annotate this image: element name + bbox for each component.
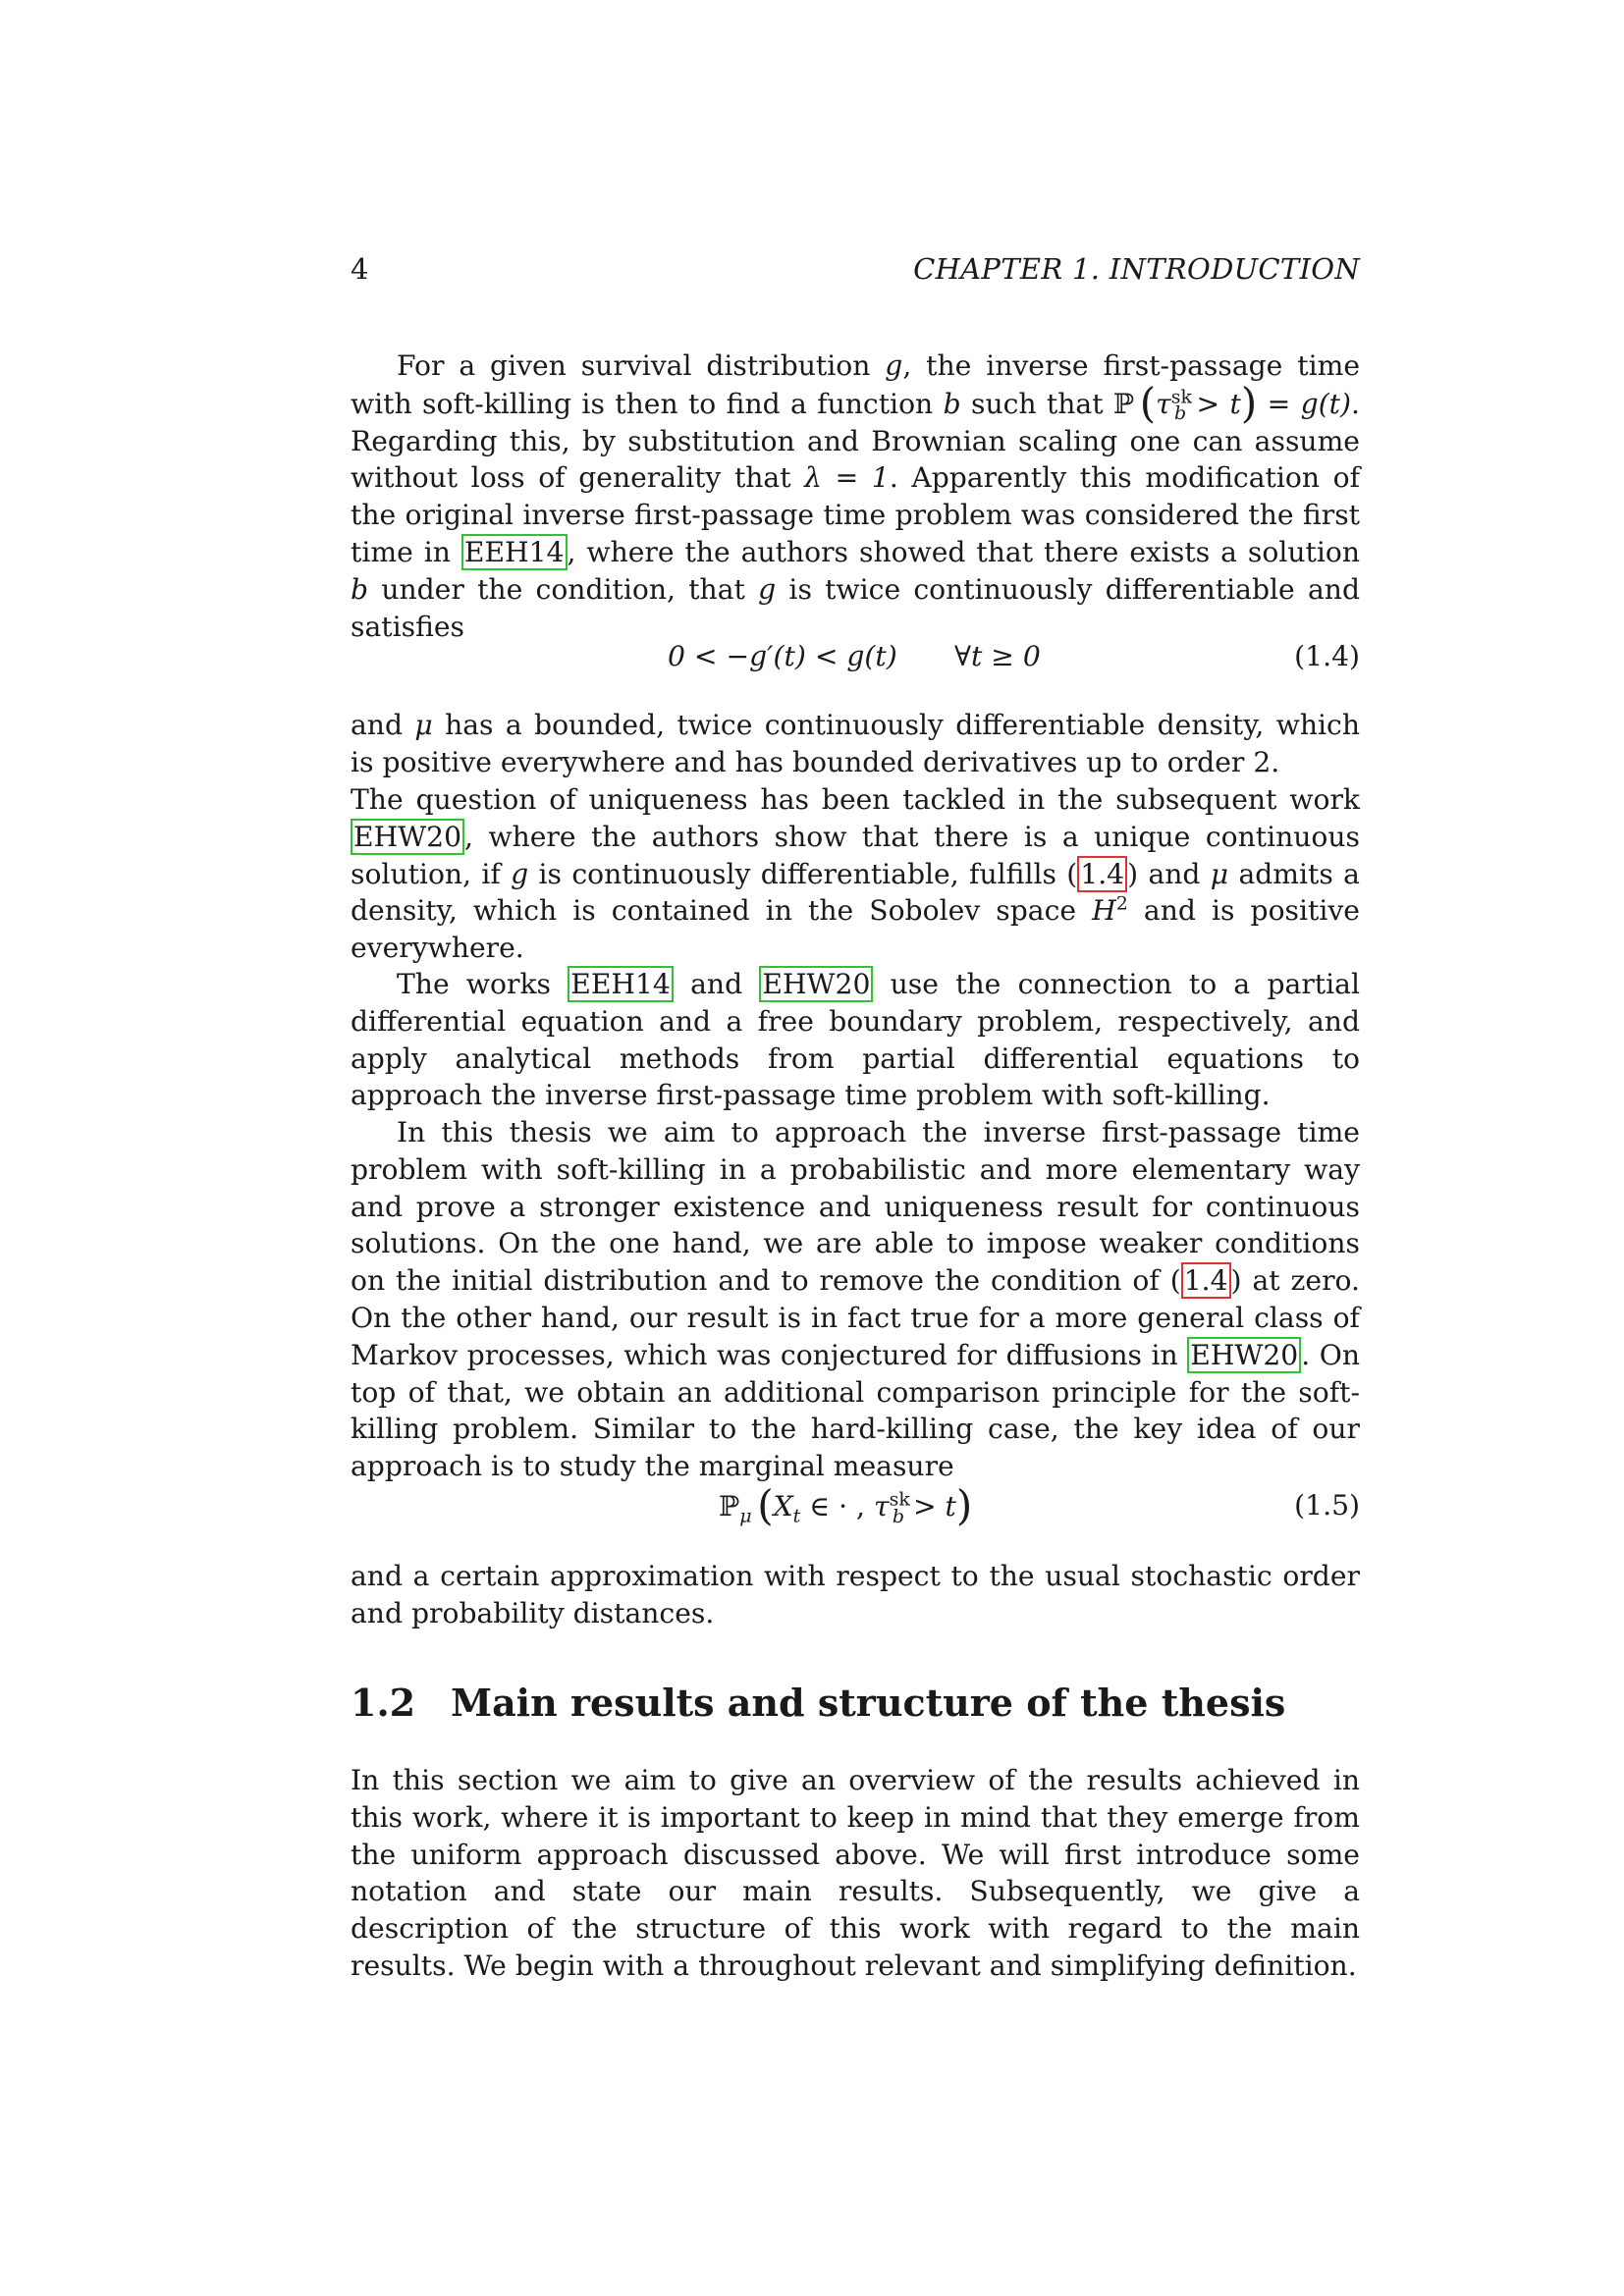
section-heading xyxy=(351,1677,1360,1730)
equation-quantifier: ∀t ≥ 0 xyxy=(954,640,1041,672)
paragraph-prior-works: The works EEH14 and EHW20 use the connection to a partial differential equation and a free boundary problem, respectively, and apply analytical methods from partial differential equations to approach the inverse first-passage time problem with soft-killing. xyxy=(351,968,1360,1112)
chapter-title: CHAPTER 1. INTRODUCTION xyxy=(913,252,1360,286)
paragraph-approximation: and a certain approximation with respect to the usual stochastic order and probability distances. xyxy=(351,1560,1360,1629)
paragraph-survival-distribution: For a given survival distribution g, the inverse first-passage time with soft-killing is then to find a function b such that ℙ $(\tau^{sk}_b > t) = g(t)$. Regarding this, by substitution and Brownian scaling one can assume without loss of generality that λ = 1. Apparently this modification of the original inverse first-passage time problem was considered the first time in EEH14 , where the authors showed that there exists a solution b under the condition, that g is twice continuously differentiable and satisfies xyxy=(351,349,1361,643)
section-number: 1.2 xyxy=(351,1681,416,1725)
equation-number: (1.4) xyxy=(1294,640,1360,672)
thesis-page xyxy=(351,0,1360,2296)
equation-1-5 xyxy=(351,1478,1360,1533)
paragraph-section-overview: In this section we aim to give an overview of the results achieved in this work, where it is important to keep in mind that they emerge from the uniform approach discussed above. We will first introduce some notation and state our main results. Subsequently, we give a description of the structure of this work with regard to the main results. We begin with a throughout relevant and simplifying definition. xyxy=(351,1764,1360,1982)
citation-link[interactable]: EHW20 xyxy=(759,966,873,1002)
marginal-measure-expression: ℙ$_\mu$ ($X_t$ ∈ · , $\tau^{sk}_b > t$) xyxy=(719,1481,973,1529)
section-title: Main results and structure of the thesis xyxy=(451,1681,1286,1725)
running-header xyxy=(351,249,1360,289)
citation-link[interactable]: EHW20 xyxy=(1187,1337,1301,1373)
paragraph-uniqueness: The question of uniqueness has been tackled in the subsequent work EHW20 , where the authors show that there is a unique continuous solution, if g is continuously differentiable, fulfills ( 1.4 ) and μ admits a density, which is contained in the Sobolev space $H^2$ and is positive everywhere. xyxy=(351,783,1360,965)
citation-link[interactable]: EEH14 xyxy=(568,966,674,1002)
equation-inequality: 0 < −g′(t) < g(t) xyxy=(668,640,897,672)
paragraph-thesis-aim: In this thesis we aim to approach the inverse first-passage time problem with soft-killing in a probabilistic and more elementary way and prove a stronger existence and uniqueness result for continuous solutions. On the one hand, we are able to impose weaker conditions on the initial distribution and to remove the condition of ( 1.4 ) at zero. On the other hand, our result is in fact true for a more general class of Markov processes, which was conjectured for diffusions in EHW20 . On top of that, we obtain an additional comparison principle for the soft-killing problem. Similar to the hard-killing case, the key idea of our approach is to study the marginal measure xyxy=(351,1116,1360,1483)
probability-expression: ℙ $(\tau^{sk}_b > t)$ xyxy=(1112,378,1258,427)
page-number: 4 xyxy=(351,252,369,286)
equation-number: (1.5) xyxy=(1294,1489,1360,1522)
equation-reference-link[interactable]: 1.4 xyxy=(1181,1262,1231,1299)
citation-link[interactable]: EEH14 xyxy=(461,534,568,570)
equation-reference-link[interactable]: 1.4 xyxy=(1077,856,1127,892)
paragraph-density-condition: and μ has a bounded, twice continuously differentiable density, which is positive everywhere and has bounded derivatives up to order 2. xyxy=(351,709,1360,778)
citation-link[interactable]: EHW20 xyxy=(351,819,464,855)
equation-1-4 xyxy=(351,634,1360,679)
